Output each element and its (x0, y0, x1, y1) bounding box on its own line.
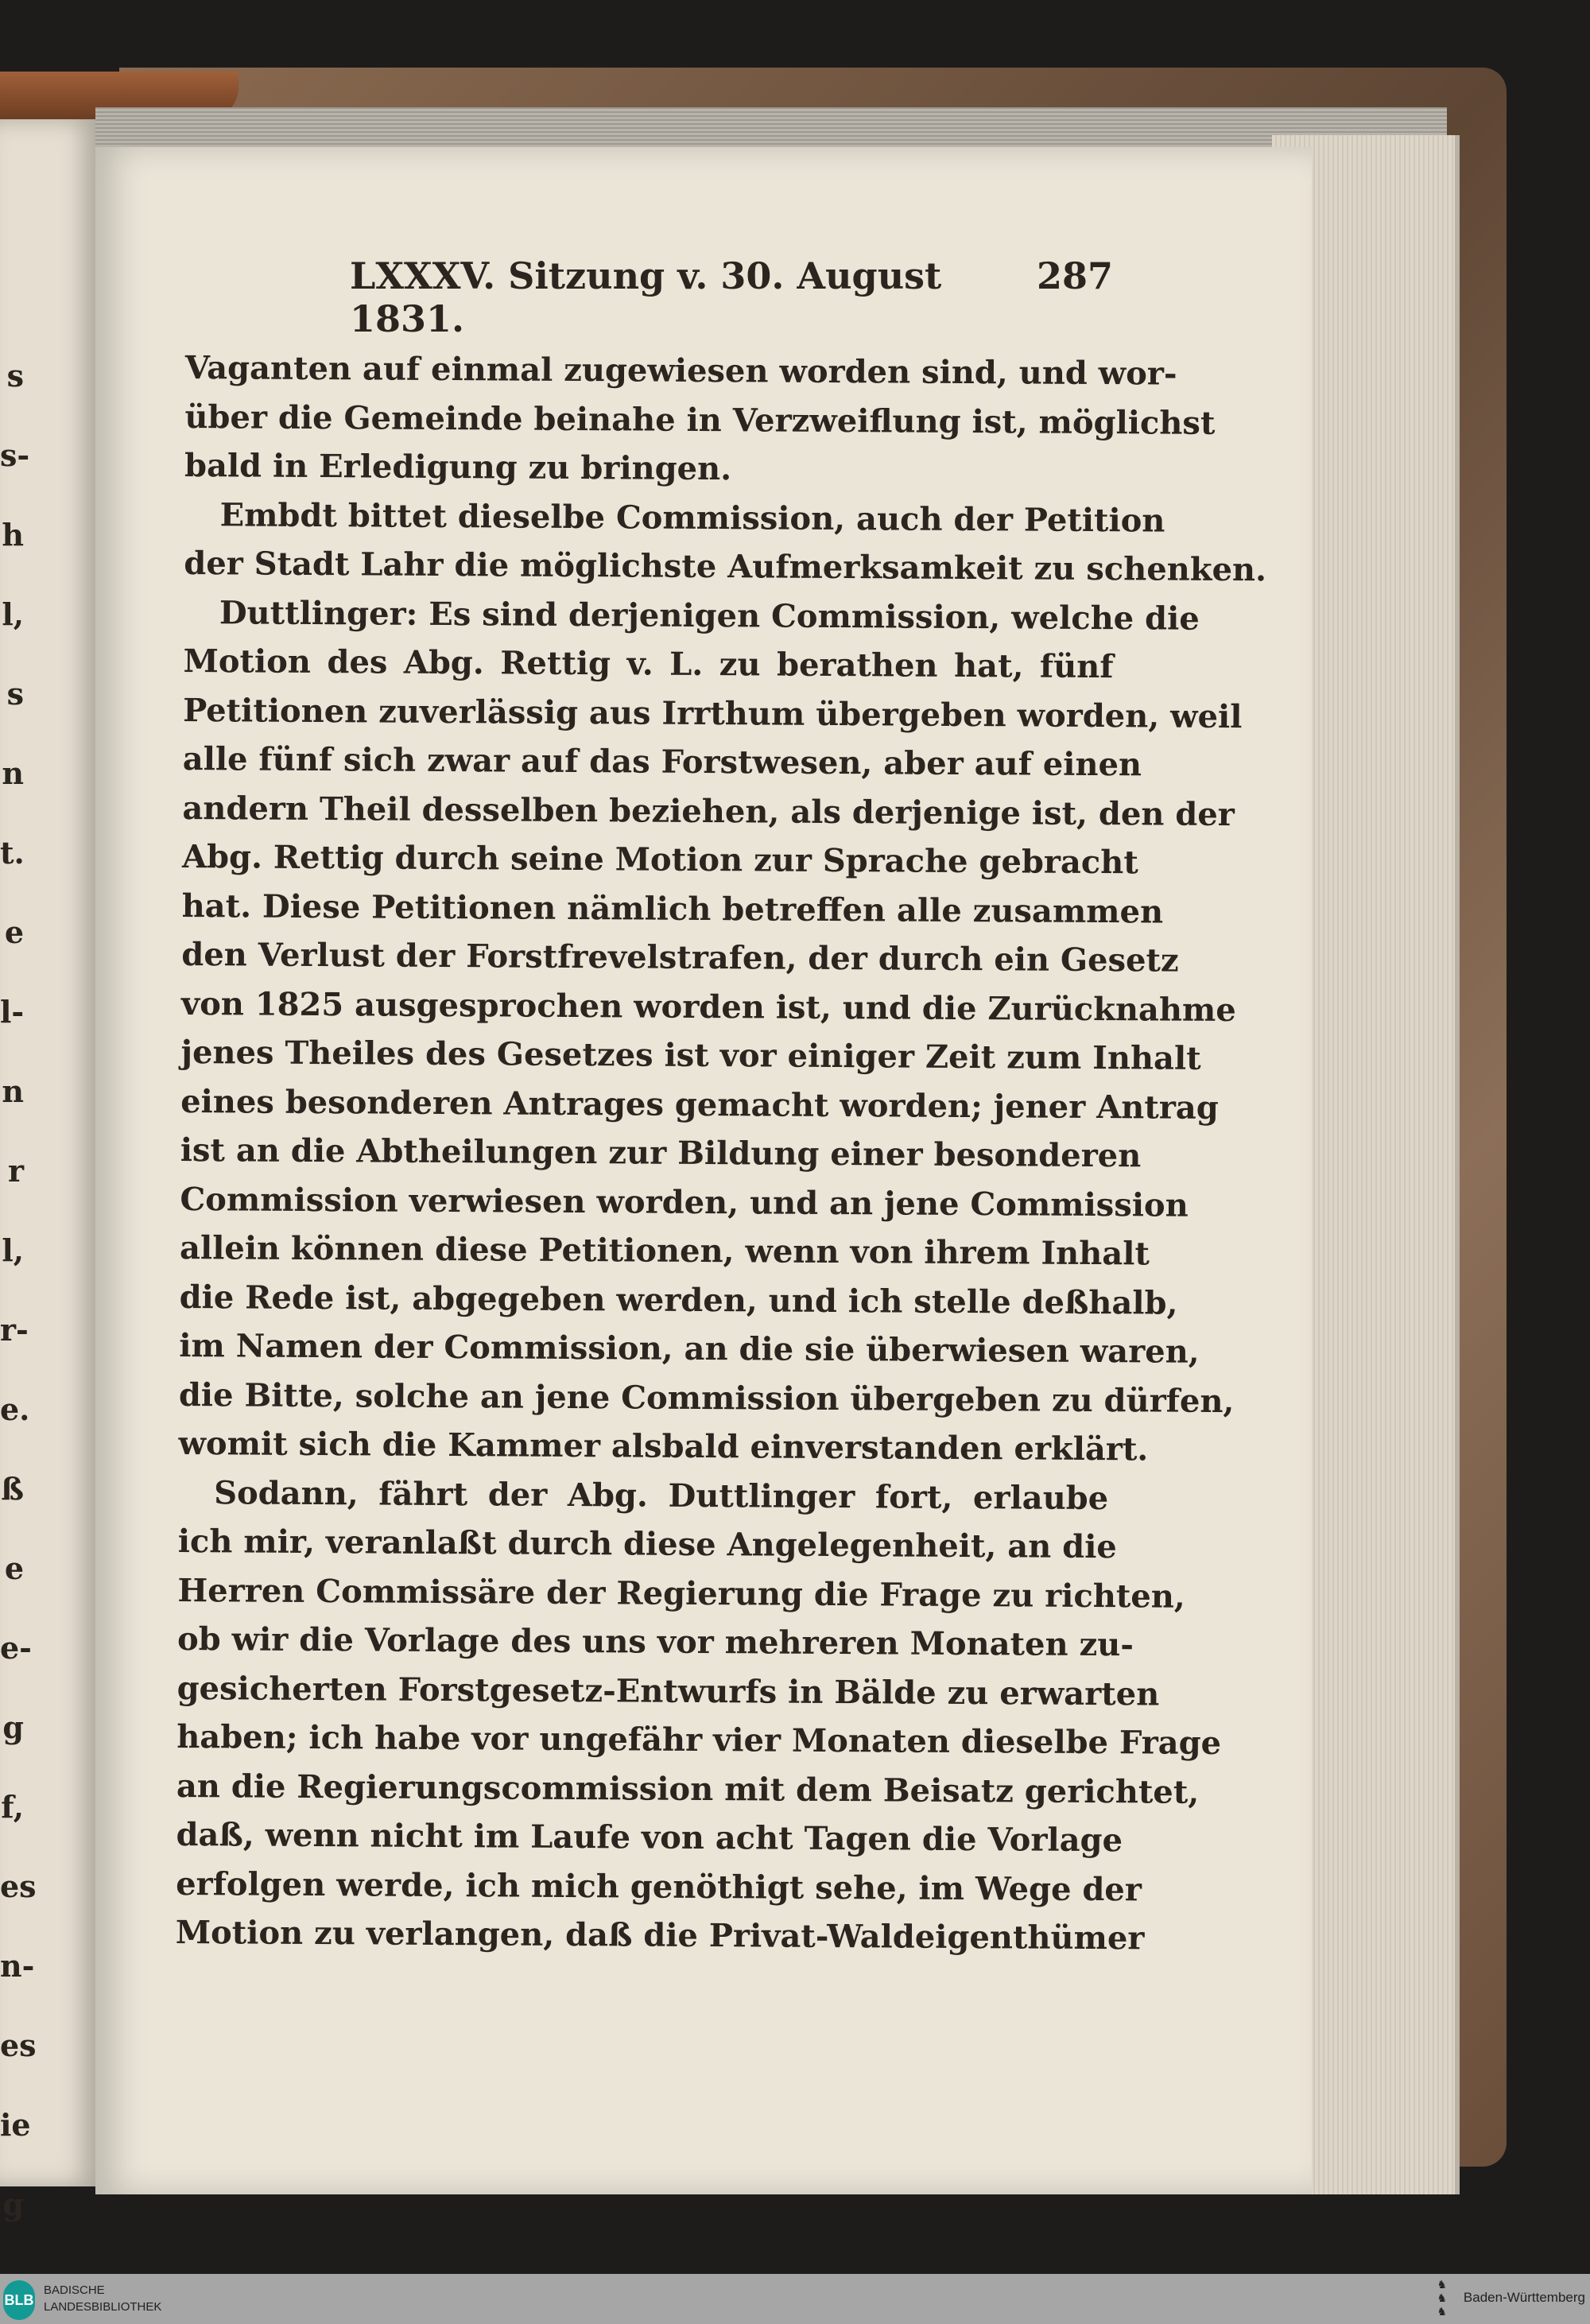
left-page-fragment: f, (1, 1789, 24, 1825)
text-line: alle fünf sich zwar auf das Forstwesen, aber auf einen (182, 739, 1142, 784)
text-line: Petitionen zuverlässig aus Irrthum übergeben worden, weil (183, 691, 1243, 735)
text-line: bald in Erledigung zu bringen. (184, 446, 732, 488)
text-line: Commission verwiesen worden, und an jene Commission (180, 1180, 1189, 1224)
left-page-fragment: e (4, 1550, 24, 1586)
text-line: haben; ich habe vor ungefähr vier Monaten dieselbe Frage (176, 1717, 1222, 1762)
text-line: daß, wenn nicht im Laufe von acht Tagen die Vorlage (176, 1815, 1123, 1860)
left-page-fragment: es (0, 2027, 37, 2063)
text-line: der Stadt Lahr die möglichste Aufmerksamkeit zu schenken. (184, 544, 1267, 589)
lion-emblem-icon: ♞ ♞ ♞ (1437, 2279, 1447, 2318)
text-line: die Bitte, solche an jene Commission übergeben zu dürfen, (178, 1375, 1235, 1420)
sponsor-logo[interactable]: Baden-Württemberg (1463, 2290, 1585, 2305)
left-page-fragment: n- (0, 1948, 35, 1984)
running-header (350, 254, 1113, 340)
text-line: womit sich die Kammer alsbald einverstanden erklärt. (178, 1424, 1149, 1469)
left-page-fragment: e. (0, 1391, 30, 1427)
text-line: Duttlinger: Es sind derjenigen Commission, welche die (219, 593, 1200, 638)
text-line: Herren Commissäre der Regierung die Frage zu richten, (177, 1571, 1185, 1616)
text-line: Embdt bittet dieselbe Commission, auch der Petition (219, 495, 1165, 540)
left-page-fragment: h (2, 517, 24, 553)
library-name[interactable] (44, 2282, 161, 2315)
text-line: Vaganten auf einmal zugewiesen worden sind, und wor- (184, 348, 1177, 393)
text-line: allein können diese Petitionen, wenn von ihrem Inhalt (179, 1228, 1150, 1273)
footer-bar (0, 2274, 1590, 2324)
left-page-fragment: e- (0, 1630, 32, 1666)
text-line: ich mir, veranlaßt durch diese Angelegenheit, an die (177, 1522, 1117, 1566)
left-page-fragment: ß (1, 1471, 24, 1507)
text-line: die Rede ist, abgegeben werden, und ich stelle deßhalb, (179, 1278, 1178, 1322)
text-line: eines besonderen Antrages gemacht worden; jener Antrag (180, 1082, 1219, 1127)
text-line: Motion des Abg. Rettig v. L. zu berathen hat, fünf (183, 642, 1114, 686)
text-line: andern Theil desselben beziehen, als derjenige ist, den der (182, 789, 1235, 833)
text-line: gesicherten Forstgesetz-Entwurfs in Bälde zu erwarten (176, 1669, 1160, 1713)
text-line: den Verlust der Forstfrevelstrafen, der durch ein Gesetz (181, 935, 1179, 980)
library-name-line2: LANDESBIBLIOTHEK (44, 2300, 162, 2314)
page-number: 287 (1036, 254, 1113, 297)
left-page-fragment: l, (2, 596, 24, 632)
text-line: hat. Diese Petitionen nämlich betreffen alle zusammen (181, 887, 1164, 931)
text-line: im Namen der Commission, an die sie überwiesen waren, (179, 1326, 1200, 1371)
left-page-fragment: s (6, 676, 24, 712)
left-page-fragment: g (2, 1709, 24, 1745)
left-page-fragment: t. (0, 835, 25, 871)
text-line: ob wir die Vorlage des uns vor mehreren Monaten zu- (176, 1620, 1134, 1664)
left-page-fragment: g (2, 2186, 24, 2222)
text-line: Sodann, fährt der Abg. Duttlinger fort, erlaube (214, 1473, 1109, 1517)
left-page (0, 119, 99, 2222)
text-line: an die Regierungscommission mit dem Beisatz gerichtet, (176, 1767, 1200, 1811)
text-line: Abg. Rettig durch seine Motion zur Sprache gebracht (181, 837, 1138, 882)
text-line: Motion zu verlangen, daß die Privat-Waldeigenthümer (175, 1913, 1145, 1957)
text-line: erfolgen werde, ich mich genöthigt sehe, im Wege der (176, 1864, 1142, 1908)
page-body-text (175, 343, 1267, 1963)
left-page-fragment: l- (0, 994, 25, 1030)
library-name-line1: BADISCHE (44, 2283, 105, 2297)
left-page-fragment: e (4, 914, 24, 950)
left-page-fragment: s- (0, 437, 30, 473)
left-page-fragment: n (2, 1073, 24, 1109)
left-page-fragment: n (2, 755, 24, 791)
blb-logo[interactable]: BLB (3, 2280, 35, 2320)
text-line: ist an die Abtheilungen zur Bildung einer besonderen (180, 1131, 1142, 1175)
text-line: über die Gemeinde beinahe in Verzweiflung ist, möglichst (184, 398, 1216, 442)
left-page-fragment: ie (0, 2107, 31, 2143)
left-page-fragment: r (7, 1153, 24, 1189)
left-page-fragment: es (0, 1868, 37, 1904)
left-page-fragment: r- (0, 1312, 29, 1348)
left-page-fragment: s (6, 358, 24, 394)
text-line: jenes Theiles des Gesetzes ist vor einiger Zeit zum Inhalt (180, 1033, 1201, 1077)
text-line: von 1825 ausgesprochen worden ist, und die Zurücknahme (180, 984, 1236, 1029)
page-top-edge (95, 107, 1447, 147)
header-title: LXXXV. Sitzung v. 30. August 1831. (350, 254, 942, 340)
left-page-fragment: l, (2, 1232, 24, 1268)
